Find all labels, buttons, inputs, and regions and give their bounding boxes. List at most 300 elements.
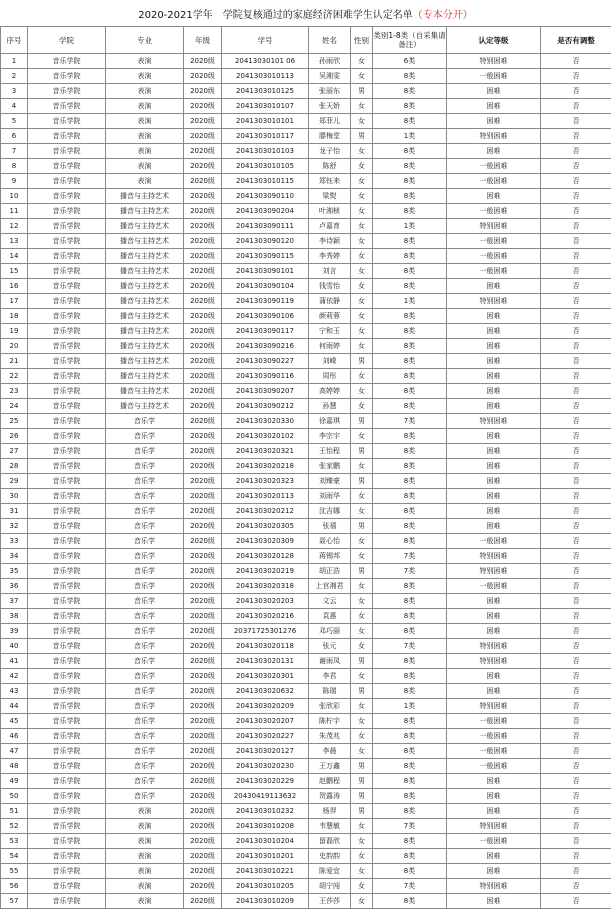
cell-major: 音乐学	[106, 624, 184, 639]
table-row	[1, 819, 611, 834]
table-row	[1, 339, 611, 354]
cell-college: 音乐学院	[28, 114, 106, 129]
cell-level: 特别困难	[447, 129, 541, 144]
cell-category: 8类	[373, 789, 447, 804]
cell-index: 36	[1, 579, 28, 594]
cell-student-id: 2041303020301	[222, 669, 309, 684]
cell-category: 8类	[373, 474, 447, 489]
cell-name: 张天娇	[309, 99, 351, 114]
cell-student-id: 2041303090120	[222, 234, 309, 249]
table-row	[1, 519, 611, 534]
column-header-level: 认定等级	[447, 27, 541, 54]
table-row	[1, 504, 611, 519]
cell-student-id: 2041303020216	[222, 609, 309, 624]
cell-gender: 男	[351, 414, 373, 429]
cell-major: 音乐学	[106, 714, 184, 729]
cell-grade: 2020级	[184, 279, 222, 294]
cell-college: 音乐学院	[28, 729, 106, 744]
cell-student-id: 2041303090204	[222, 204, 309, 219]
cell-gender: 女	[351, 639, 373, 654]
cell-student-id: 2041303010107	[222, 99, 309, 114]
cell-category: 1类	[373, 129, 447, 144]
cell-gender: 男	[351, 789, 373, 804]
table-row	[1, 534, 611, 549]
cell-category: 8类	[373, 384, 447, 399]
cell-adjusted: 否	[541, 489, 611, 504]
table-row	[1, 114, 611, 129]
cell-grade: 2020级	[184, 714, 222, 729]
table-row	[1, 684, 611, 699]
cell-student-id: 2041303020330	[222, 414, 309, 429]
cell-level: 困难	[447, 384, 541, 399]
cell-college: 音乐学院	[28, 849, 106, 864]
cell-index: 38	[1, 609, 28, 624]
cell-adjusted: 否	[541, 819, 611, 834]
cell-category: 8类	[373, 579, 447, 594]
cell-major: 播音与主持艺术	[106, 384, 184, 399]
cell-index: 11	[1, 204, 28, 219]
cell-grade: 2020级	[184, 129, 222, 144]
cell-gender: 男	[351, 564, 373, 579]
cell-adjusted: 否	[541, 354, 611, 369]
cell-level: 困难	[447, 399, 541, 414]
cell-adjusted: 否	[541, 774, 611, 789]
cell-student-id: 2041303020209	[222, 699, 309, 714]
cell-level: 特别困难	[447, 654, 541, 669]
cell-level: 困难	[447, 114, 541, 129]
cell-name: 郑菲儿	[309, 114, 351, 129]
cell-index: 15	[1, 264, 28, 279]
cell-adjusted: 否	[541, 459, 611, 474]
cell-category: 8类	[373, 114, 447, 129]
cell-college: 音乐学院	[28, 684, 106, 699]
cell-grade: 2020级	[184, 384, 222, 399]
cell-name: 滕梅堂	[309, 129, 351, 144]
cell-level: 特别困难	[447, 219, 541, 234]
title-main: 学院复核通过的家庭经济困难学生认定名单	[223, 10, 413, 21]
cell-category: 8类	[373, 204, 447, 219]
cell-college: 音乐学院	[28, 354, 106, 369]
title-year: 2020-2021学年	[138, 6, 213, 21]
cell-grade: 2020级	[184, 69, 222, 84]
cell-student-id: 2041303020305	[222, 519, 309, 534]
cell-grade: 2020级	[184, 174, 222, 189]
cell-adjusted: 否	[541, 429, 611, 444]
cell-index: 50	[1, 789, 28, 804]
cell-major: 表演	[106, 54, 184, 69]
cell-grade: 2020级	[184, 684, 222, 699]
cell-level: 特别困难	[447, 564, 541, 579]
cell-gender: 女	[351, 264, 373, 279]
cell-index: 13	[1, 234, 28, 249]
cell-level: 困难	[447, 609, 541, 624]
cell-student-id: 20413030101 06	[222, 54, 309, 69]
cell-student-id: 2041303010103	[222, 144, 309, 159]
cell-adjusted: 否	[541, 894, 611, 909]
cell-college: 音乐学院	[28, 339, 106, 354]
cell-student-id: 2041303020227	[222, 729, 309, 744]
table-row	[1, 279, 611, 294]
cell-index: 47	[1, 744, 28, 759]
cell-index: 29	[1, 474, 28, 489]
cell-level: 一般困难	[447, 174, 541, 189]
cell-index: 32	[1, 519, 28, 534]
cell-college: 音乐学院	[28, 189, 106, 204]
cell-category: 1类	[373, 699, 447, 714]
cell-name: 贺露涛	[309, 789, 351, 804]
cell-gender: 女	[351, 714, 373, 729]
cell-name: 胡宁闯	[309, 879, 351, 894]
cell-gender: 女	[351, 399, 373, 414]
cell-name: 蒲依静	[309, 294, 351, 309]
cell-index: 19	[1, 324, 28, 339]
cell-name: 徐嘉琪	[309, 414, 351, 429]
table-row	[1, 609, 611, 624]
cell-adjusted: 否	[541, 564, 611, 579]
cell-name: 上官湘君	[309, 579, 351, 594]
table-row	[1, 159, 611, 174]
cell-level: 困难	[447, 684, 541, 699]
cell-student-id: 2041303020207	[222, 714, 309, 729]
cell-level: 困难	[447, 894, 541, 909]
cell-name: 李宗宇	[309, 429, 351, 444]
cell-name: 卢嘉育	[309, 219, 351, 234]
column-header-gender: 性别	[351, 27, 373, 54]
cell-grade: 2020级	[184, 699, 222, 714]
cell-index: 27	[1, 444, 28, 459]
table-row	[1, 324, 611, 339]
cell-gender: 女	[351, 234, 373, 249]
cell-student-id: 2041303020127	[222, 744, 309, 759]
table-row	[1, 579, 611, 594]
cell-gender: 男	[351, 129, 373, 144]
cell-level: 困难	[447, 324, 541, 339]
cell-name: 吴湘雯	[309, 69, 351, 84]
cell-level: 一般困难	[447, 759, 541, 774]
cell-gender: 女	[351, 429, 373, 444]
cell-level: 特别困难	[447, 699, 541, 714]
cell-name: 韦慧敏	[309, 819, 351, 834]
cell-major: 音乐学	[106, 594, 184, 609]
cell-adjusted: 否	[541, 444, 611, 459]
cell-student-id: 2041303020318	[222, 579, 309, 594]
cell-grade: 2020级	[184, 564, 222, 579]
cell-adjusted: 否	[541, 804, 611, 819]
table-row	[1, 174, 611, 189]
cell-category: 8类	[373, 834, 447, 849]
cell-major: 音乐学	[106, 459, 184, 474]
cell-major: 音乐学	[106, 639, 184, 654]
cell-index: 23	[1, 384, 28, 399]
cell-gender: 男	[351, 774, 373, 789]
cell-grade: 2020级	[184, 609, 222, 624]
cell-level: 一般困难	[447, 264, 541, 279]
cell-major: 播音与主持艺术	[106, 189, 184, 204]
cell-gender: 女	[351, 864, 373, 879]
cell-name: 孙雨欣	[309, 54, 351, 69]
cell-student-id: 2041303010232	[222, 804, 309, 819]
cell-category: 8类	[373, 684, 447, 699]
cell-category: 8类	[373, 279, 447, 294]
cell-college: 音乐学院	[28, 264, 106, 279]
cell-adjusted: 否	[541, 174, 611, 189]
table-row	[1, 384, 611, 399]
cell-major: 音乐学	[106, 489, 184, 504]
cell-major: 音乐学	[106, 504, 184, 519]
cell-college: 音乐学院	[28, 564, 106, 579]
cell-index: 24	[1, 399, 28, 414]
cell-student-id: 2041303090119	[222, 294, 309, 309]
cell-level: 困难	[447, 144, 541, 159]
cell-college: 音乐学院	[28, 369, 106, 384]
cell-level: 困难	[447, 84, 541, 99]
cell-category: 8类	[373, 624, 447, 639]
cell-adjusted: 否	[541, 594, 611, 609]
cell-gender: 女	[351, 204, 373, 219]
cell-category: 8类	[373, 504, 447, 519]
cell-grade: 2020级	[184, 309, 222, 324]
cell-student-id: 2041303090227	[222, 354, 309, 369]
cell-name: 张禧	[309, 519, 351, 534]
cell-gender: 女	[351, 309, 373, 324]
cell-gender: 女	[351, 99, 373, 114]
cell-grade: 2020级	[184, 459, 222, 474]
cell-category: 8类	[373, 774, 447, 789]
cell-college: 音乐学院	[28, 474, 106, 489]
cell-category: 1类	[373, 294, 447, 309]
cell-adjusted: 否	[541, 369, 611, 384]
cell-level: 一般困难	[447, 69, 541, 84]
cell-major: 表演	[106, 879, 184, 894]
cell-level: 一般困难	[447, 714, 541, 729]
cell-college: 音乐学院	[28, 294, 106, 309]
cell-adjusted: 否	[541, 54, 611, 69]
table-row	[1, 414, 611, 429]
cell-college: 音乐学院	[28, 384, 106, 399]
cell-college: 音乐学院	[28, 624, 106, 639]
table-row	[1, 264, 611, 279]
cell-gender: 女	[351, 114, 373, 129]
cell-student-id: 2041303010205	[222, 879, 309, 894]
cell-major: 播音与主持艺术	[106, 294, 184, 309]
table-row	[1, 849, 611, 864]
cell-student-id: 2041303010221	[222, 864, 309, 879]
cell-category: 8类	[373, 369, 447, 384]
cell-major: 表演	[106, 834, 184, 849]
cell-gender: 女	[351, 249, 373, 264]
table-row	[1, 759, 611, 774]
table-row	[1, 204, 611, 219]
cell-grade: 2020级	[184, 654, 222, 669]
cell-level: 困难	[447, 864, 541, 879]
cell-grade: 2020级	[184, 414, 222, 429]
cell-student-id: 2041303010105	[222, 159, 309, 174]
cell-index: 41	[1, 654, 28, 669]
cell-name: 周彤	[309, 369, 351, 384]
cell-major: 表演	[106, 894, 184, 909]
cell-name: 龙子怡	[309, 144, 351, 159]
cell-major: 音乐学	[106, 774, 184, 789]
cell-student-id: 2041303090117	[222, 324, 309, 339]
cell-major: 表演	[106, 69, 184, 84]
table-row	[1, 624, 611, 639]
cell-name: 李秀婷	[309, 249, 351, 264]
cell-college: 音乐学院	[28, 444, 106, 459]
cell-category: 8类	[373, 849, 447, 864]
cell-name: 朱茂兆	[309, 729, 351, 744]
cell-student-id: 2041303020131	[222, 654, 309, 669]
cell-gender: 女	[351, 339, 373, 354]
cell-index: 4	[1, 99, 28, 114]
cell-index: 33	[1, 534, 28, 549]
table-row	[1, 879, 611, 894]
table-row	[1, 99, 611, 114]
cell-name: 张元	[309, 639, 351, 654]
cell-grade: 2020级	[184, 834, 222, 849]
cell-gender: 女	[351, 834, 373, 849]
cell-college: 音乐学院	[28, 519, 106, 534]
cell-category: 8类	[373, 744, 447, 759]
table-row	[1, 774, 611, 789]
cell-adjusted: 否	[541, 399, 611, 414]
cell-student-id: 2041303010208	[222, 819, 309, 834]
cell-index: 49	[1, 774, 28, 789]
cell-level: 困难	[447, 369, 541, 384]
cell-gender: 女	[351, 849, 373, 864]
cell-grade: 2020级	[184, 204, 222, 219]
cell-level: 一般困难	[447, 159, 541, 174]
cell-name: 杨羿	[309, 804, 351, 819]
cell-name: 蒋锡邦	[309, 549, 351, 564]
cell-index: 48	[1, 759, 28, 774]
cell-major: 表演	[106, 864, 184, 879]
table-row	[1, 129, 611, 144]
cell-adjusted: 否	[541, 879, 611, 894]
cell-name: 沈吉娜	[309, 504, 351, 519]
cell-name: 胡正浩	[309, 564, 351, 579]
table-row	[1, 639, 611, 654]
cell-adjusted: 否	[541, 294, 611, 309]
cell-adjusted: 否	[541, 609, 611, 624]
cell-level: 一般困难	[447, 744, 541, 759]
cell-category: 8类	[373, 519, 447, 534]
table-row	[1, 429, 611, 444]
cell-category: 8类	[373, 609, 447, 624]
cell-category: 7类	[373, 819, 447, 834]
cell-major: 播音与主持艺术	[106, 339, 184, 354]
cell-grade: 2020级	[184, 219, 222, 234]
cell-level: 困难	[447, 804, 541, 819]
cell-student-id: 2041303020212	[222, 504, 309, 519]
cell-name: 刘臻豪	[309, 474, 351, 489]
cell-index: 30	[1, 489, 28, 504]
cell-category: 8类	[373, 429, 447, 444]
cell-level: 困难	[447, 339, 541, 354]
cell-grade: 2020级	[184, 249, 222, 264]
cell-adjusted: 否	[541, 624, 611, 639]
cell-name: 何雨婷	[309, 339, 351, 354]
cell-index: 43	[1, 684, 28, 699]
cell-student-id: 2041303010201	[222, 849, 309, 864]
cell-student-id: 2041303020229	[222, 774, 309, 789]
cell-level: 一般困难	[447, 249, 541, 264]
cell-major: 播音与主持艺术	[106, 309, 184, 324]
cell-category: 8类	[373, 459, 447, 474]
cell-college: 音乐学院	[28, 459, 106, 474]
cell-adjusted: 否	[541, 114, 611, 129]
cell-index: 34	[1, 549, 28, 564]
cell-student-id: 2041303010117	[222, 129, 309, 144]
cell-adjusted: 否	[541, 714, 611, 729]
cell-index: 18	[1, 309, 28, 324]
cell-category: 8类	[373, 894, 447, 909]
table-row	[1, 789, 611, 804]
cell-index: 22	[1, 369, 28, 384]
table-row	[1, 489, 611, 504]
cell-name: 钱雪怡	[309, 279, 351, 294]
cell-student-id: 2041303020632	[222, 684, 309, 699]
cell-college: 音乐学院	[28, 879, 106, 894]
cell-grade: 2020级	[184, 84, 222, 99]
cell-index: 6	[1, 129, 28, 144]
cell-college: 音乐学院	[28, 249, 106, 264]
table-row	[1, 249, 611, 264]
cell-level: 特别困难	[447, 294, 541, 309]
cell-category: 8类	[373, 309, 447, 324]
cell-college: 音乐学院	[28, 234, 106, 249]
cell-college: 音乐学院	[28, 774, 106, 789]
cell-college: 音乐学院	[28, 894, 106, 909]
cell-category: 8类	[373, 594, 447, 609]
cell-student-id: 2041303010115	[222, 174, 309, 189]
cell-category: 8类	[373, 189, 447, 204]
cell-student-id: 2041303010204	[222, 834, 309, 849]
cell-adjusted: 否	[541, 234, 611, 249]
cell-name: 高婷婷	[309, 384, 351, 399]
cell-college: 音乐学院	[28, 534, 106, 549]
cell-index: 40	[1, 639, 28, 654]
cell-level: 一般困难	[447, 729, 541, 744]
cell-level: 困难	[447, 429, 541, 444]
cell-category: 8类	[373, 324, 447, 339]
cell-index: 42	[1, 669, 28, 684]
cell-category: 7类	[373, 549, 447, 564]
cell-college: 音乐学院	[28, 594, 106, 609]
cell-major: 表演	[106, 849, 184, 864]
cell-gender: 女	[351, 324, 373, 339]
cell-student-id: 2041303090101	[222, 264, 309, 279]
cell-category: 8类	[373, 444, 447, 459]
cell-major: 表演	[106, 819, 184, 834]
cell-major: 音乐学	[106, 699, 184, 714]
cell-category: 8类	[373, 654, 447, 669]
cell-level: 困难	[447, 279, 541, 294]
cell-college: 音乐学院	[28, 144, 106, 159]
column-header-index: 序号	[1, 27, 28, 54]
table-row	[1, 669, 611, 684]
cell-student-id: 2041303020102	[222, 429, 309, 444]
cell-category: 8类	[373, 159, 447, 174]
cell-index: 14	[1, 249, 28, 264]
cell-college: 音乐学院	[28, 789, 106, 804]
table-row	[1, 54, 611, 69]
cell-adjusted: 否	[541, 549, 611, 564]
cell-adjusted: 否	[541, 309, 611, 324]
cell-category: 8类	[373, 234, 447, 249]
cell-student-id: 2041303020113	[222, 489, 309, 504]
cell-name: 陈瑞	[309, 684, 351, 699]
cell-index: 7	[1, 144, 28, 159]
